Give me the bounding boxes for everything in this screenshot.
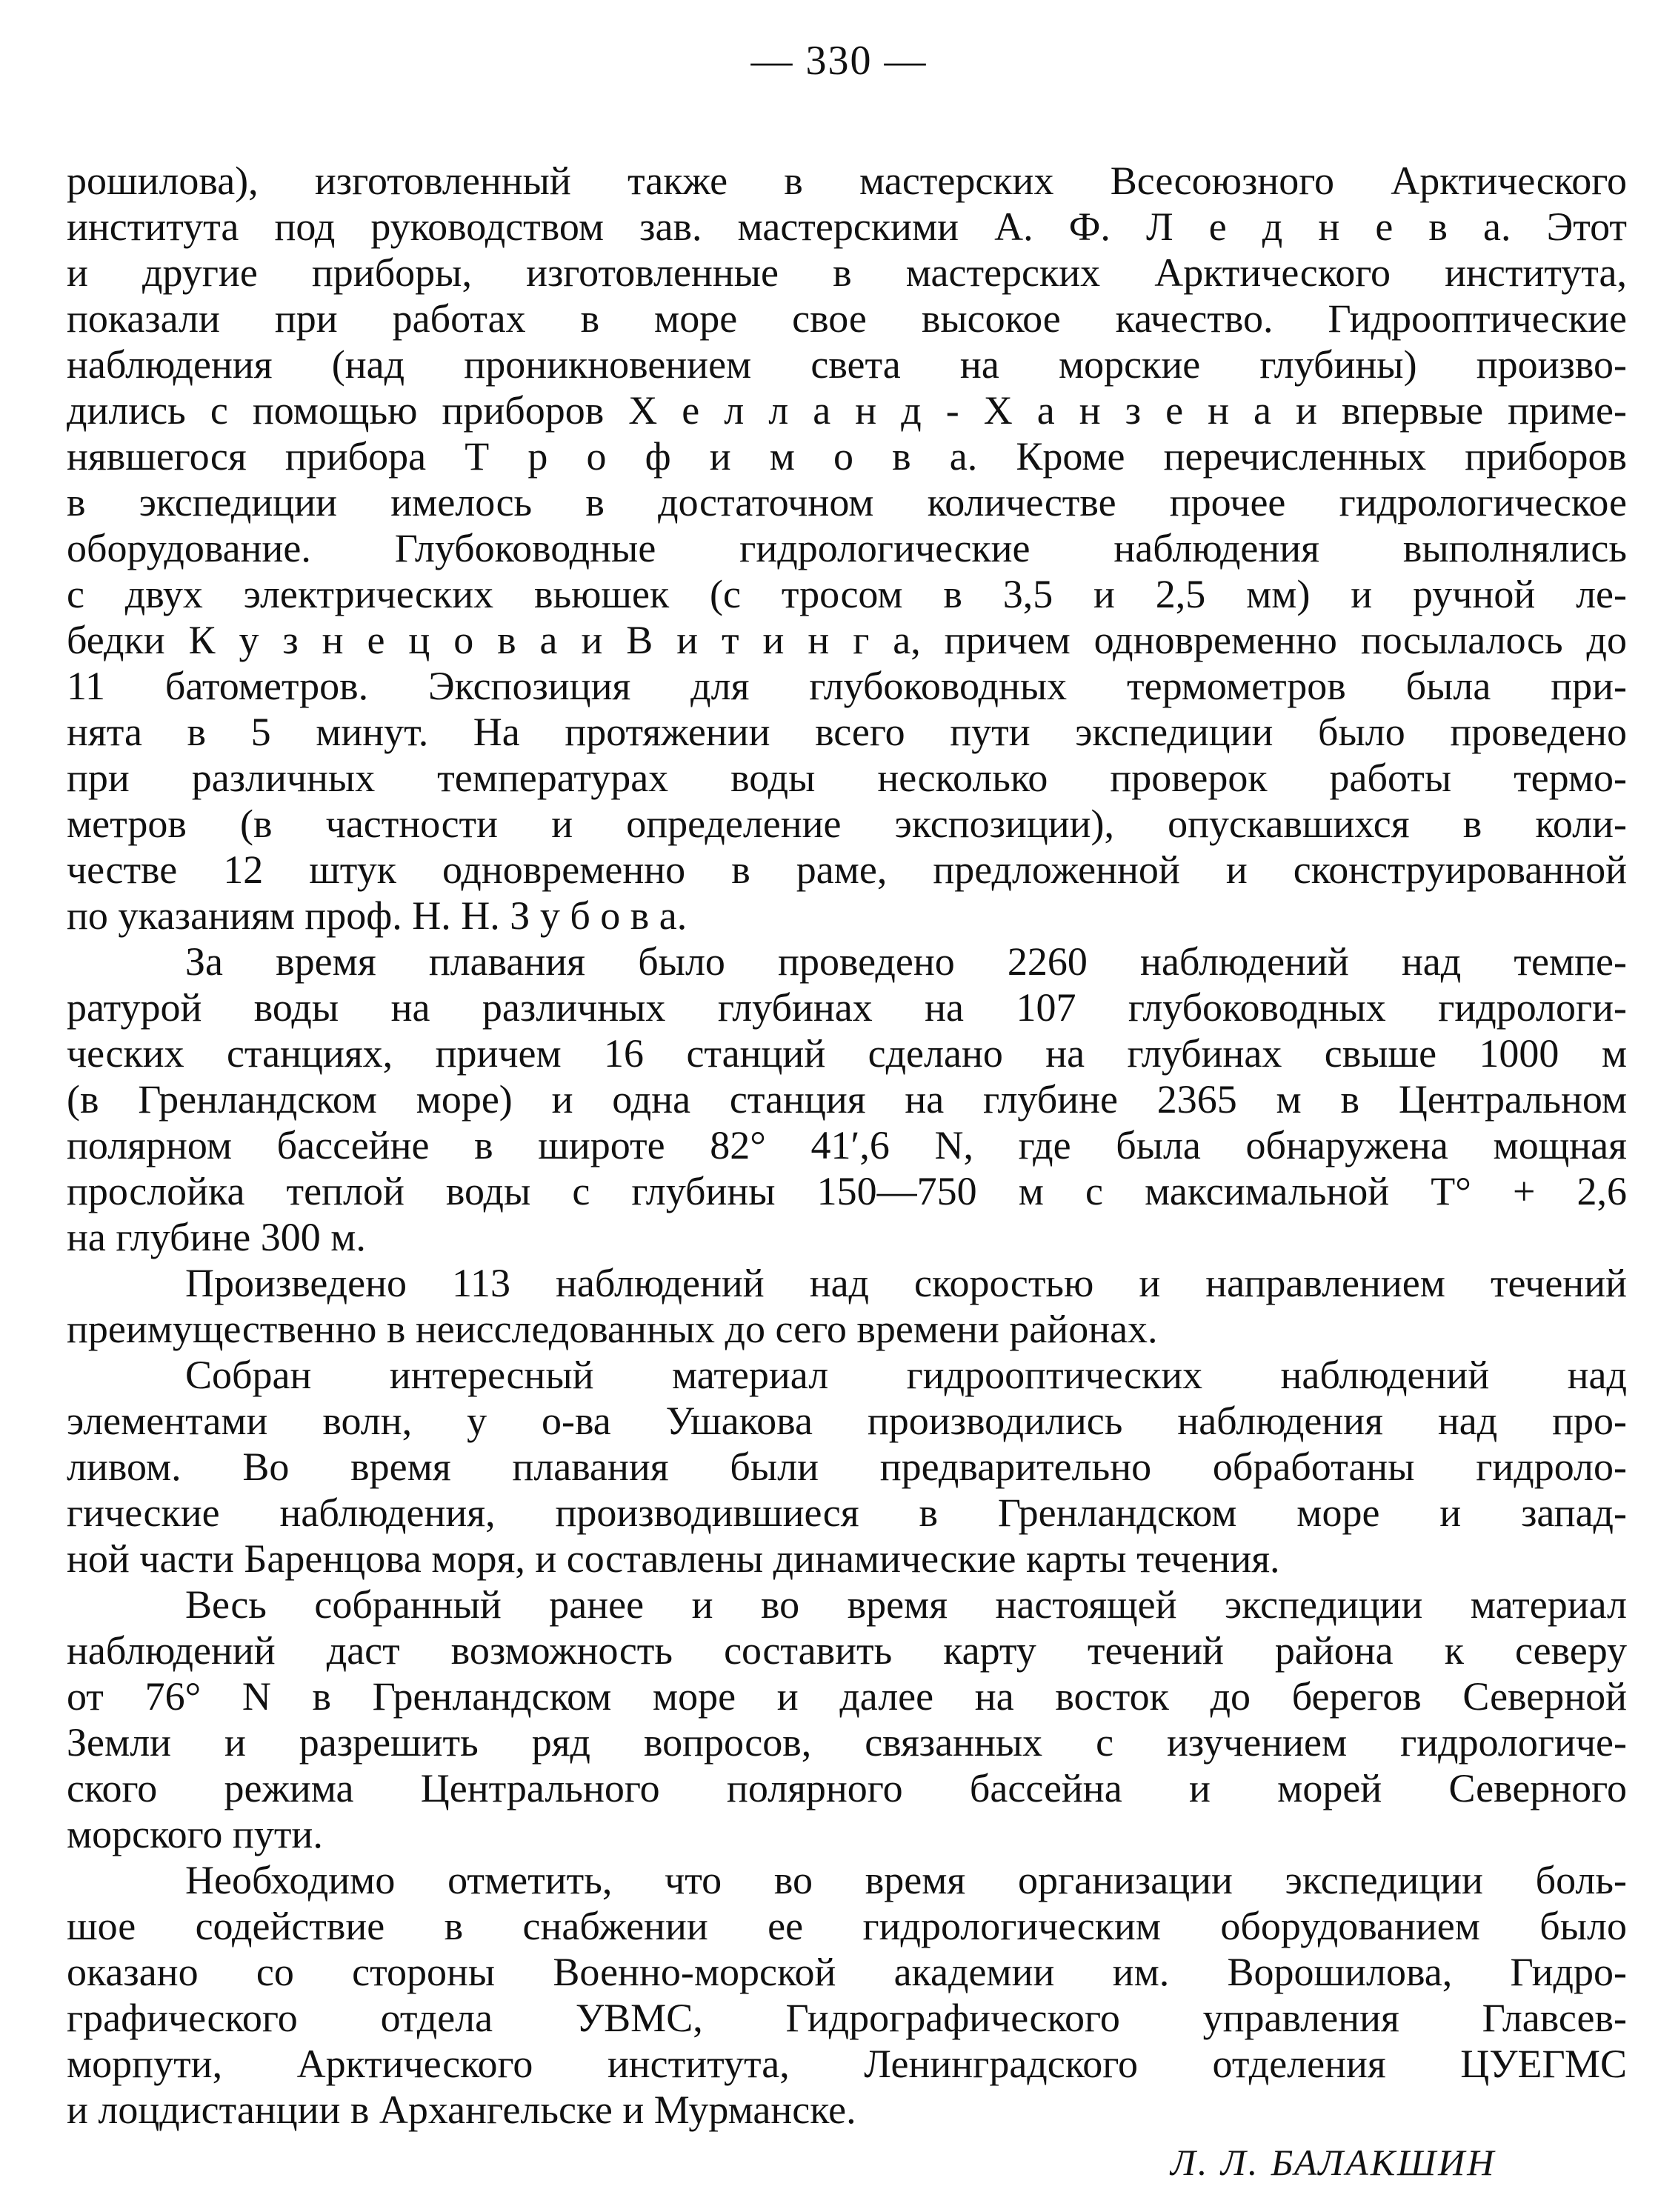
- text-line: института под руководством зав. мастерскими А. Ф. Л е д н е в а. Этот: [67, 204, 1627, 249]
- text-line: рошилова), изготовленный также в мастерских Всесоюзного Арктического: [67, 159, 1627, 203]
- text-line: нята в 5 минут. На протяжении всего пути экспедиции было проведено: [67, 710, 1627, 754]
- text-line: дились с помощью приборов Х е л л а н д - Х а н з е н а и впервые приме-: [67, 388, 1627, 433]
- text-line: наблюдения (над проникновением света на морские глубины) произво-: [67, 342, 1627, 387]
- body-text: [67, 158, 1627, 2133]
- text-line: по указаниям проф. Н. Н. З у б о в а.: [67, 893, 687, 938]
- paragraph: [67, 1582, 1627, 1857]
- text-line: графического отдела УВМС, Гидрографического управления Главсев-: [67, 1996, 1627, 2040]
- text-line: (в Гренландском море) и одна станция на глубине 2365 м в Центральном: [67, 1077, 1627, 1122]
- text-line: на глубине 300 м.: [67, 1215, 366, 1259]
- paragraph: [67, 1857, 1627, 2133]
- text-line: от 76° N в Гренландском море и далее на восток до берегов Северной: [67, 1674, 1627, 1719]
- text-line: оказано со стороны Военно-морской академии им. Ворошилова, Гидро-: [67, 1950, 1627, 1994]
- text-line: морского пути.: [67, 1812, 323, 1856]
- text-line: морпути, Арктического института, Ленинградского отделения ЦУЕГМС: [67, 2042, 1627, 2086]
- text-line: Собран интересный материал гидрооптических наблюдений над: [185, 1353, 1627, 1397]
- text-line: полярном бассейне в широте 82° 41′,6 N, где была обнаружена мощная: [67, 1123, 1627, 1167]
- paragraph: [67, 158, 1627, 939]
- text-line: шое содействие в снабжении ее гидрологическим оборудованием было: [67, 1904, 1627, 1948]
- text-line: ливом. Во время плавания были предварительно обработаны гидроло-: [67, 1445, 1627, 1489]
- text-line: прослойка теплой воды с глубины 150—750 м с максимальной T° + 2,6: [67, 1169, 1627, 1213]
- text-line: нявшегося прибора Т р о ф и м о в а. Кроме перечисленных приборов: [67, 434, 1627, 479]
- text-line: Весь собранный ранее и во время настоящей экспедиции материал: [185, 1582, 1627, 1627]
- text-line: в экспедиции имелось в достаточном количестве прочее гидрологическое: [67, 480, 1627, 524]
- text-line: ратурой воды на различных глубинах на 107 глубоководных гидрологи-: [67, 985, 1627, 1030]
- author-signature: Л. Л. БАЛАКШИН: [1171, 2142, 1496, 2183]
- text-line: и другие приборы, изготовленные в мастерских Арктического института,: [67, 250, 1627, 295]
- text-line: и лоцдистанции в Архангельске и Мурманске.: [67, 2088, 856, 2132]
- text-line: 11 батометров. Экспозиция для глубоководных термометров была при-: [67, 664, 1627, 708]
- text-line: Необходимо отметить, что во время организации экспедиции боль-: [185, 1858, 1627, 1902]
- text-line: ского режима Центрального полярного бассейна и морей Северного: [67, 1766, 1627, 1810]
- text-line: честве 12 штук одновременно в раме, предложенной и сконструированной: [67, 847, 1627, 892]
- text-line: Земли и разрешить ряд вопросов, связанных с изучением гидрологиче-: [67, 1720, 1627, 1765]
- text-line: наблюдений даст возможность составить карту течений района к северу: [67, 1628, 1627, 1673]
- page-number: — 330 —: [750, 38, 928, 84]
- paragraph: [67, 939, 1627, 1260]
- text-line: показали при работах в море свое высокое качество. Гидрооптические: [67, 296, 1627, 341]
- text-line: с двух электрических вьюшек (с тросом в 3,5 и 2,5 мм) и ручной ле-: [67, 572, 1627, 616]
- text-line: элементами волн, у о-ва Ушакова производились наблюдения над про-: [67, 1399, 1627, 1443]
- text-line: Произведено 113 наблюдений над скоростью и направлением течений: [185, 1261, 1627, 1305]
- paragraph: [67, 1260, 1627, 1352]
- text-line: гические наблюдения, производившиеся в Гренландском море и запад-: [67, 1490, 1627, 1535]
- paragraph: [67, 1352, 1627, 1582]
- text-line: оборудование. Глубоководные гидрологические наблюдения выполнялись: [67, 526, 1627, 570]
- text-line: бедки К у з н е ц о в а и В и т и н г а, причем одновременно посылалось до: [67, 618, 1627, 662]
- text-line: ной части Баренцова моря, и составлены динамические карты течения.: [67, 1536, 1280, 1581]
- text-line: За время плавания было проведено 2260 наблюдений над темпе-: [185, 939, 1627, 984]
- text-line: преимущественно в неисследованных до сего времени районах.: [67, 1307, 1158, 1351]
- text-line: метров (в частности и определение экспозиции), опускавшихся в коли-: [67, 802, 1627, 846]
- text-line: ческих станциях, причем 16 станций сделано на глубинах свыше 1000 м: [67, 1031, 1627, 1076]
- text-line: при различных температурах воды несколько проверок работы термо-: [67, 756, 1627, 800]
